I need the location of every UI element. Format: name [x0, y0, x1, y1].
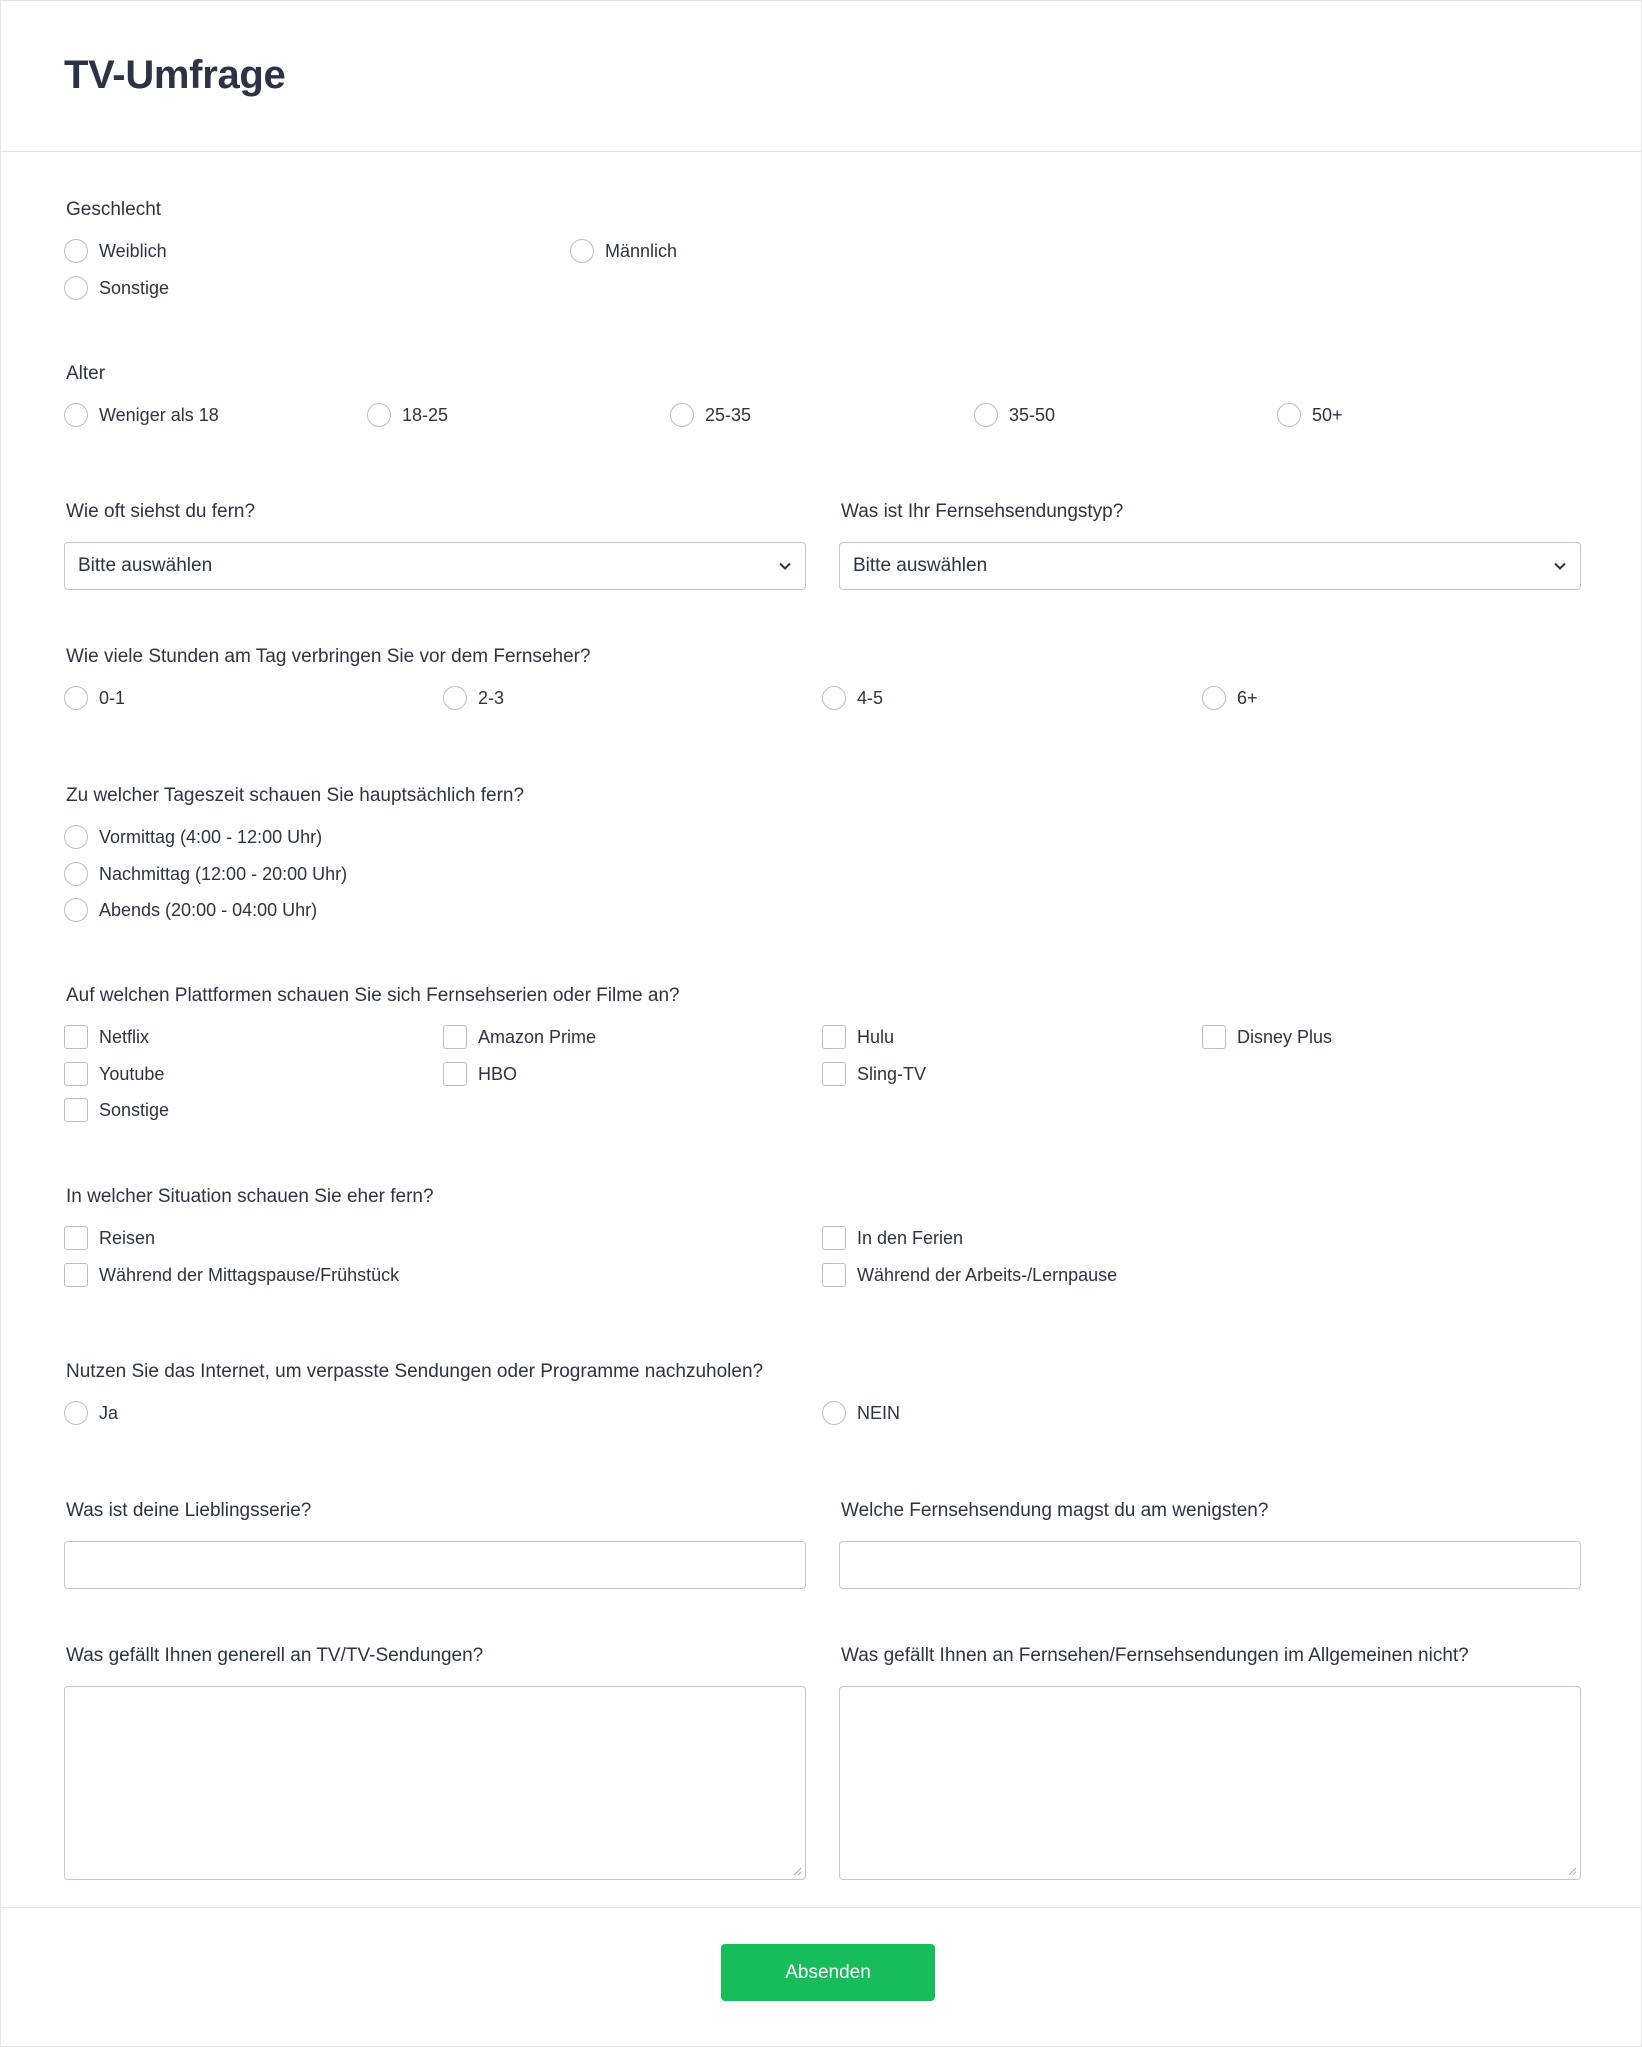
text-input-row	[64, 1500, 1578, 1592]
show-type-select[interactable]: Bitte auswählen	[839, 542, 1581, 590]
least-favorite-label: Welche Fernsehsendung magst du am wenigsten?	[841, 1500, 1269, 1521]
radio-button[interactable]	[64, 403, 88, 427]
chevron-down-icon	[777, 558, 793, 574]
platform-option-netflix[interactable]: Netflix	[64, 1024, 149, 1050]
time-option-morning[interactable]: Vormittag (4:00 - 12:00 Uhr)	[64, 824, 322, 850]
checkbox[interactable]	[822, 1226, 846, 1250]
time-option-afternoon[interactable]: Nachmittag (12:00 - 20:00 Uhr)	[64, 861, 347, 887]
internet-label: Nutzen Sie das Internet, um verpasste Sendungen oder Programme nachzuholen?	[66, 1361, 764, 1382]
radio-button[interactable]	[570, 239, 594, 263]
internet-question	[64, 1361, 1578, 1441]
radio-button[interactable]	[64, 686, 88, 710]
situation-question	[64, 1186, 1578, 1296]
hours-label: Wie viele Stunden am Tag verbringen Sie vor dem Fernseher?	[66, 646, 591, 667]
platform-option-other[interactable]: Sonstige	[64, 1097, 169, 1123]
gender-option-male[interactable]: Männlich	[570, 238, 677, 264]
age-option-35-50[interactable]: 35-50	[974, 402, 1055, 428]
time-of-day-question	[64, 785, 1578, 925]
platform-option-hbo[interactable]: HBO	[443, 1061, 517, 1087]
checkbox[interactable]	[1202, 1025, 1226, 1049]
form-footer	[1, 1907, 1641, 2047]
situation-option-holidays[interactable]: In den Ferien	[822, 1225, 963, 1251]
age-label: Alter	[66, 363, 106, 384]
checkbox[interactable]	[822, 1062, 846, 1086]
checkbox[interactable]	[64, 1098, 88, 1122]
checkbox[interactable]	[64, 1263, 88, 1287]
gender-option-other[interactable]: Sonstige	[64, 275, 169, 301]
dislikes-textarea[interactable]	[839, 1686, 1581, 1880]
dropdown-row	[64, 501, 1578, 593]
likes-textarea[interactable]	[64, 1686, 806, 1880]
radio-button[interactable]	[64, 898, 88, 922]
least-favorite-input[interactable]	[839, 1541, 1581, 1589]
hours-option-6-plus[interactable]: 6+	[1202, 685, 1258, 711]
hours-option-0-1[interactable]: 0-1	[64, 685, 125, 711]
radio-button[interactable]	[64, 825, 88, 849]
radio-button[interactable]	[822, 686, 846, 710]
gender-label: Geschlecht	[66, 199, 162, 220]
checkbox[interactable]	[443, 1062, 467, 1086]
radio-button[interactable]	[822, 1401, 846, 1425]
situation-label: In welcher Situation schauen Sie eher fern?	[66, 1186, 434, 1207]
time-of-day-label: Zu welcher Tageszeit schauen Sie hauptsächlich fern?	[66, 785, 525, 806]
textarea-row	[64, 1645, 1578, 1885]
situation-option-travel[interactable]: Reisen	[64, 1225, 155, 1251]
favorite-series-input[interactable]	[64, 1541, 806, 1589]
age-option-50-plus[interactable]: 50+	[1277, 402, 1343, 428]
radio-button[interactable]	[1277, 403, 1301, 427]
resize-grip-icon[interactable]	[792, 1866, 802, 1876]
radio-button[interactable]	[1202, 686, 1226, 710]
chevron-down-icon	[1552, 558, 1568, 574]
submit-button[interactable]: Absenden	[721, 1944, 935, 2001]
platforms-label: Auf welchen Plattformen schauen Sie sich Fernsehserien oder Filme an?	[66, 985, 680, 1006]
form-title: TV-Umfrage	[64, 53, 286, 97]
hours-option-4-5[interactable]: 4-5	[822, 685, 883, 711]
resize-grip-icon[interactable]	[1567, 1866, 1577, 1876]
watch-frequency-select[interactable]: Bitte auswählen	[64, 542, 806, 590]
age-option-under-18[interactable]: Weniger als 18	[64, 402, 219, 428]
age-question	[64, 363, 1578, 443]
checkbox[interactable]	[822, 1263, 846, 1287]
radio-button[interactable]	[64, 1401, 88, 1425]
time-option-evening[interactable]: Abends (20:00 - 04:00 Uhr)	[64, 897, 317, 923]
form-header	[1, 1, 1641, 152]
platform-option-amazon-prime[interactable]: Amazon Prime	[443, 1024, 596, 1050]
radio-button[interactable]	[443, 686, 467, 710]
radio-button[interactable]	[670, 403, 694, 427]
platform-option-youtube[interactable]: Youtube	[64, 1061, 164, 1087]
checkbox[interactable]	[822, 1025, 846, 1049]
platforms-question	[64, 985, 1578, 1125]
favorite-series-label: Was ist deine Lieblingsserie?	[66, 1500, 312, 1521]
platform-option-disney-plus[interactable]: Disney Plus	[1202, 1024, 1332, 1050]
internet-option-no[interactable]: NEIN	[822, 1400, 900, 1426]
gender-option-female[interactable]: Weiblich	[64, 238, 167, 264]
radio-button[interactable]	[64, 862, 88, 886]
age-option-18-25[interactable]: 18-25	[367, 402, 448, 428]
platform-option-hulu[interactable]: Hulu	[822, 1024, 894, 1050]
checkbox[interactable]	[64, 1226, 88, 1250]
radio-button[interactable]	[64, 239, 88, 263]
likes-label: Was gefällt Ihnen generell an TV/TV-Sendungen?	[66, 1645, 484, 1666]
hours-question	[64, 646, 1578, 726]
watch-frequency-label: Wie oft siehst du fern?	[66, 501, 256, 522]
radio-button[interactable]	[64, 276, 88, 300]
checkbox[interactable]	[443, 1025, 467, 1049]
dislikes-label: Was gefällt Ihnen an Fernsehen/Fernsehsendungen im Allgemeinen nicht?	[841, 1645, 1469, 1666]
checkbox[interactable]	[64, 1025, 88, 1049]
checkbox[interactable]	[64, 1062, 88, 1086]
situation-option-work-break[interactable]: Während der Arbeits-/Lernpause	[822, 1262, 1117, 1288]
gender-question	[64, 199, 1578, 309]
radio-button[interactable]	[974, 403, 998, 427]
platform-option-sling-tv[interactable]: Sling-TV	[822, 1061, 926, 1087]
show-type-label: Was ist Ihr Fernsehsendungstyp?	[841, 501, 1124, 522]
situation-option-lunch-break[interactable]: Während der Mittagspause/Frühstück	[64, 1262, 399, 1288]
internet-option-yes[interactable]: Ja	[64, 1400, 118, 1426]
age-option-25-35[interactable]: 25-35	[670, 402, 751, 428]
hours-option-2-3[interactable]: 2-3	[443, 685, 504, 711]
radio-button[interactable]	[367, 403, 391, 427]
